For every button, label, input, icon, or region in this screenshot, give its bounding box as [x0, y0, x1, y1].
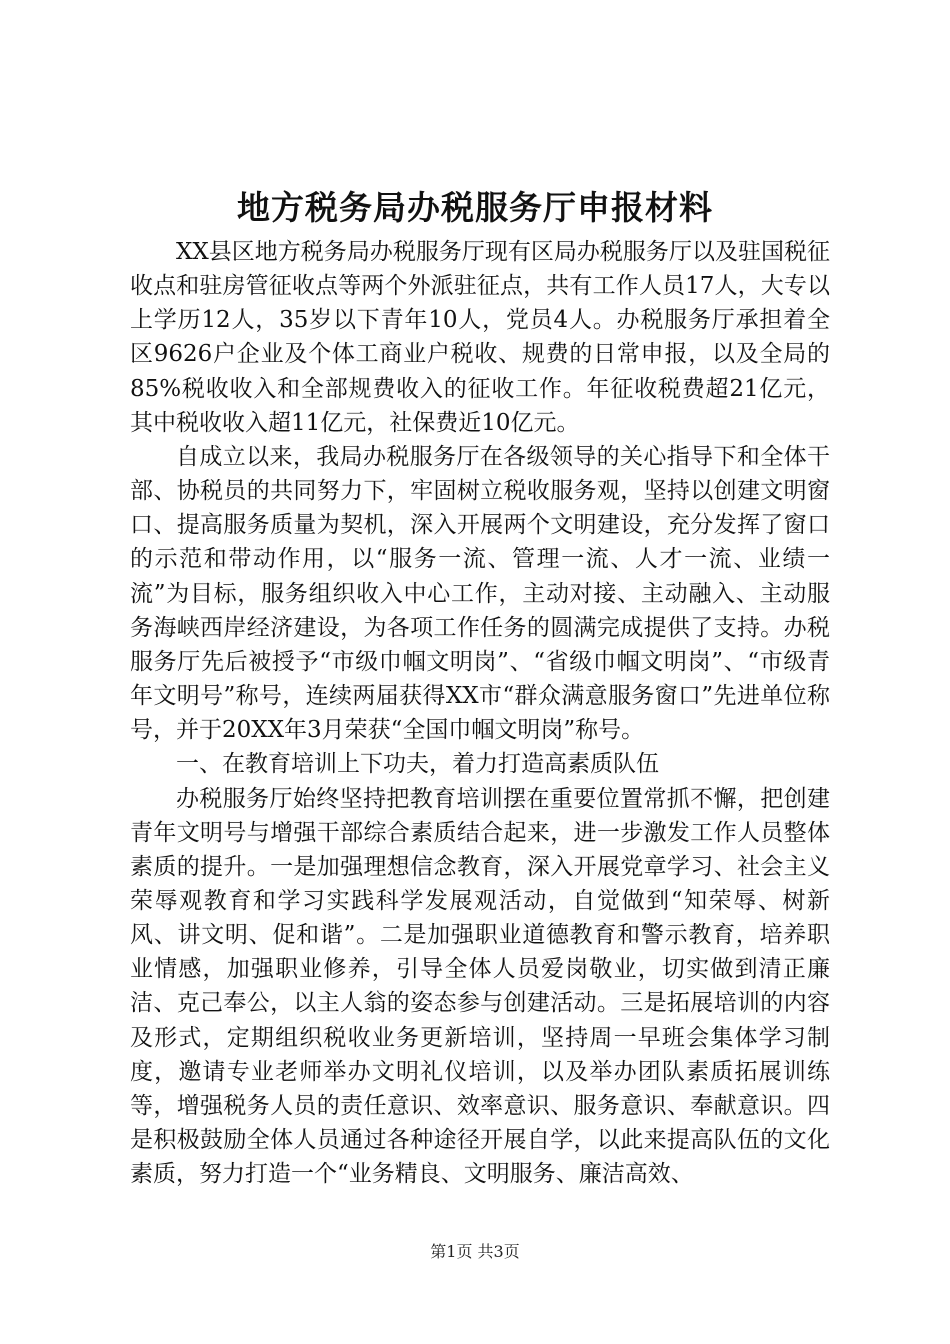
document-title: 地方税务局办税服务厅申报材料	[237, 188, 713, 227]
document-body	[130, 235, 830, 1191]
page-number-footer: 第1页 共3页	[430, 1242, 520, 1261]
paragraph-education: 办税服务厅始终坚持把教育培训摆在重要位置常抓不懈，把创建青年文明号与增强干部综合素质结合起来，进一步激发工作人员整体素质的提升。一是加强理想信念教育，深入开展党章学习、社会主义荣辱观教育和学习实践科学发展观活动，自觉做到“知荣辱、树新风、讲文明、促和谐”。二是加强职业道德教育和警示教育，培养职业情感，加强职业修养，引导全体人员爱岗敬业，切实做到清正廉洁、克己奉公，以主人翁的姿态参与创建活动。三是拓展培训的内容及形式，定期组织税收业务更新培训，坚持周一早班会集体学习制度，邀请专业老师举办文明礼仪培训，以及举办团队素质拓展训练等，增强税务人员的责任意识、效率意识、服务意识、奉献意识。四是积极鼓励全体人员通过各种途径开展自学，以此来提高队伍的文化素质，努力打造一个“业务精良、文明服务、廉洁高效、	[130, 785, 830, 1188]
paragraph-history: 自成立以来，我局办税服务厅在各级领导的关心指导下和全体干部、协税员的共同努力下，牢固树立税收服务观，坚持以创建文明窗口、提高服务质量为契机，深入开展两个文明建设，充分发挥了窗口的示范和带动作用，以“服务一流、管理一流、人才一流、业绩一流”为目标，服务组织收入中心工作，主动对接、主动融入、主动服务海峡西岸经济建设，为各项工作任务的圆满完成提供了支持。办税服务厅先后被授予“市级巾帼文明岗”、“省级巾帼文明岗”、“市级青年文明号”称号，连续两届获得XX市“群众满意服务窗口”先进单位称号，并于20XX年3月荣获“全国巾帼文明岗”称号。	[130, 443, 830, 744]
section-heading-1: 一、在教育培训上下功夫，着力打造高素质队伍	[176, 751, 659, 778]
paragraph-overview: XX县区地方税务局办税服务厅现有区局办税服务厅以及驻国税征收点和驻房管征收点等两个外派驻征点，共有工作人员17人，大专以上学历12人，35岁以下青年10人，党员4人。办税服务厅承担着全区9626户企业及个体工商业户税收、规费的日常申报，以及全局的85%税收收入和全部规费收入的征收工作。年征收税费超21亿元，其中税收收入超11亿元，社保费近10亿元。	[130, 239, 830, 436]
